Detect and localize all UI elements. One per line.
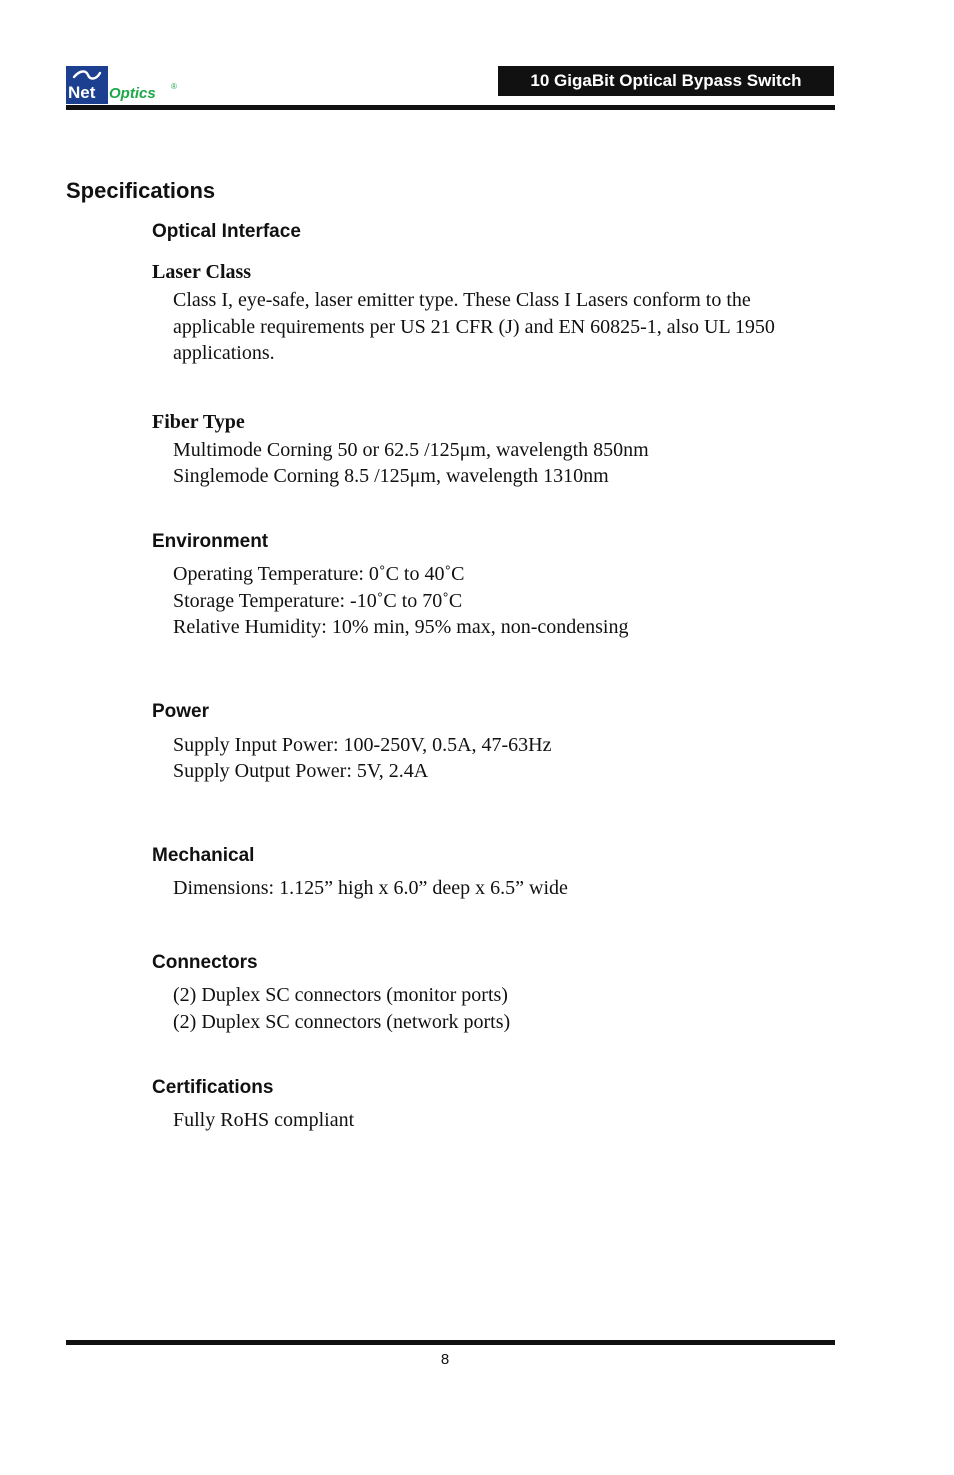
logo-mark bbox=[66, 66, 108, 104]
environment-line: Operating Temperature: 0˚C to 40˚C bbox=[173, 563, 465, 585]
section-heading-certifications: Certifications bbox=[152, 1077, 274, 1098]
section-heading-connectors: Connectors bbox=[152, 952, 258, 973]
document-title-banner: 10 GigaBit Optical Bypass Switch bbox=[498, 66, 834, 96]
section-heading-environment: Environment bbox=[152, 531, 269, 552]
net-optics-logo bbox=[66, 66, 186, 106]
power-line: Supply Input Power: 100-250V, 0.5A, 47-63Hz bbox=[173, 734, 552, 756]
footer-divider bbox=[66, 1340, 835, 1345]
subsection-heading-laser-class: Laser Class bbox=[152, 261, 252, 283]
connectors-line: (2) Duplex SC connectors (network ports) bbox=[173, 1011, 511, 1033]
section-heading-optical-interface: Optical Interface bbox=[152, 221, 301, 242]
connectors-line: (2) Duplex SC connectors (monitor ports) bbox=[173, 984, 508, 1006]
registered-mark: ® bbox=[171, 82, 177, 91]
fiber-type-line: Singlemode Corning 8.5 /125μm, wavelength 1310nm bbox=[173, 465, 609, 487]
mechanical-line: Dimensions: 1.125” high x 6.0” deep x 6.5” wide bbox=[173, 877, 568, 899]
page-number: 8 bbox=[440, 1351, 450, 1368]
header-divider bbox=[66, 105, 835, 110]
environment-line: Storage Temperature: -10˚C to 70˚C bbox=[173, 590, 463, 612]
section-heading-mechanical: Mechanical bbox=[152, 845, 255, 866]
power-line: Supply Output Power: 5V, 2.4A bbox=[173, 760, 429, 782]
section-heading-power: Power bbox=[152, 701, 210, 722]
fiber-type-line: Multimode Corning 50 or 62.5 /125μm, wavelength 850nm bbox=[173, 439, 649, 461]
laser-class-text: Class I, eye-safe, laser emitter type. These Class I Lasers conform to the applicable requirements per US 21 CFR (J) and EN 60825-1, also UL 1950 applications. bbox=[173, 289, 775, 364]
certifications-line: Fully RoHS compliant bbox=[173, 1109, 355, 1131]
wave-icon bbox=[72, 68, 102, 82]
subsection-heading-fiber-type: Fiber Type bbox=[152, 411, 245, 433]
page-title: Specifications bbox=[66, 178, 216, 203]
logo-text-optics: Optics bbox=[109, 85, 156, 102]
environment-line: Relative Humidity: 10% min, 95% max, non-condensing bbox=[173, 616, 629, 638]
logo-text-net: Net bbox=[68, 83, 96, 102]
